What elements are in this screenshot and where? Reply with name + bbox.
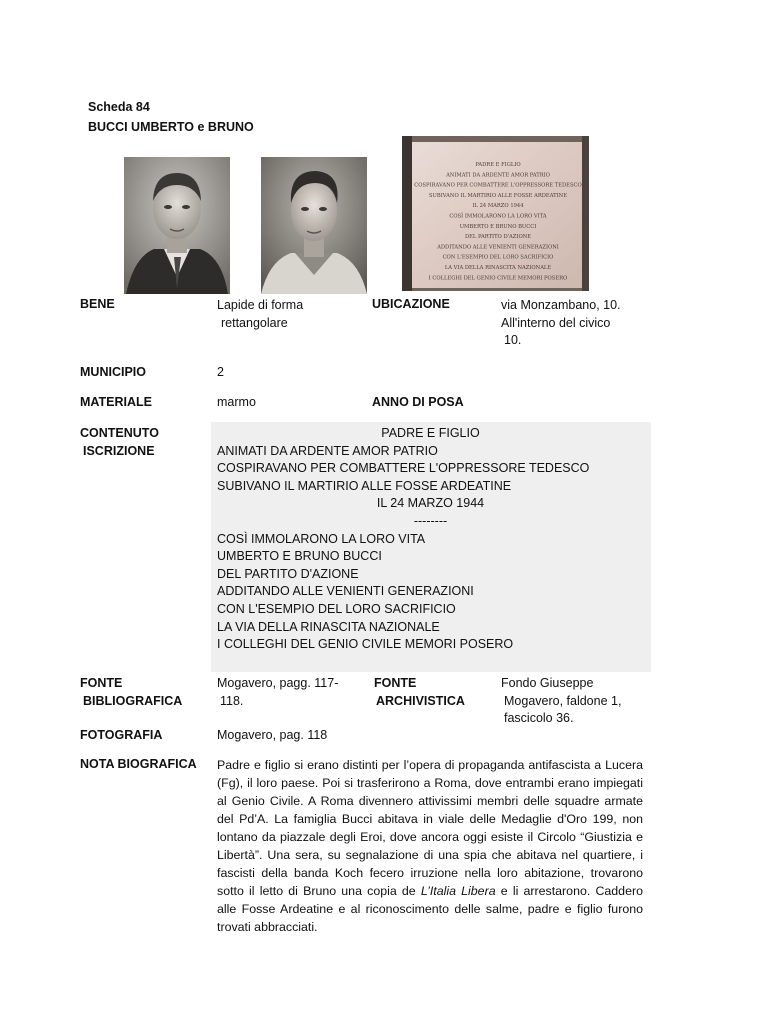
photo-plaque	[402, 136, 589, 291]
fonte-archivistica-value: Fondo Giuseppe Mogavero, faldone 1, fascicolo 36.	[501, 676, 622, 726]
biography-text: Padre e figlio si erano distinti per l’opera di propaganda antifascista a Lucera (Fg), il loro paese. Poi si trasferirono a Roma, dove entrambi erano impiegati al Genio Civile. A Roma divennero attivissimi membri delle squadre armate del Pd’A. La famiglia Bucci abitava in viale delle Medaglie d'Oro 199, non lontano da piazzale degli Eroi, dove ancora oggi esiste il Circolo “Giustizia e Libertà”. Una sera, su segnalazione di una spia che abitava nel quartiere, i fascisti della banda Koch fecero irruzione nella loro abitazione, trovarono sotto il letto di Bruno una copia de L’Italia Libera e li arrestarono. Caddero alle Fosse Ardeatine e al riconoscimento delle salme, padre e figlio furono trovati abbracciati.	[217, 758, 643, 934]
plaque-engraved-line: I COLLEGHI DEL GENIO CIVILE MEMORI POSERO	[428, 275, 568, 282]
plaque-engraved-line: COSÌ IMMOLARONO LA LORO VITA	[449, 213, 547, 220]
inscription-text: PADRE E FIGLIO ANIMATI DA ARDENTE AMOR PATRIO COSPIRAVANO PER COMBATTERE L'OPPRESSORE TEDESCO SUBIVANO IL MARTIRIO ALLE FOSSE ARDEATINE IL 24 MARZO 1944 -------- COSÌ IMMOLARONO LA LORO VITA UMBERTO E BRUNO BUCCI DEL PARTITO D'AZIONE ADDITANDO ALLE VENIENTI GENERAZIONI CON L'ESEMPIO DEL LORO SACRIFICIO LA VIA DELLA RINASCITA NAZIONALE I COLLEGHI DEL GENIO CIVILE MEMORI POSERO	[217, 426, 590, 652]
label-fonte-bibliografica: FONTE BIBLIOGRAFICA	[80, 676, 183, 708]
label-fotografia: FOTOGRAFIA	[80, 728, 163, 742]
photo-bruno	[261, 157, 367, 294]
plaque-engraved-line: PADRE E FIGLIO	[475, 162, 521, 168]
plaque-engraved-line: ADDITANDO ALLE VENIENTI GENERAZIONI	[437, 244, 559, 251]
label-anno-di-posa: ANNO DI POSA	[372, 395, 464, 409]
label-ubicazione: UBICAZIONE	[372, 297, 450, 311]
label-nota-biografica: NOTA BIOGRAFICA	[80, 757, 197, 771]
plaque-engraved-line: IL 24 MARZO 1944	[472, 203, 524, 210]
label-bene: BENE	[80, 297, 115, 311]
label-contenuto-iscrizione: CONTENUTO ISCRIZIONE	[80, 426, 159, 458]
ubicazione-value: via Monzambano, 10. All'interno del civico 10.	[501, 298, 621, 348]
municipio-value: 2	[217, 365, 224, 379]
label-materiale: MATERIALE	[80, 395, 152, 409]
plaque-engraved-line: CON L'ESEMPIO DEL LORO SACRIFICIO	[442, 254, 554, 261]
fotografia-value: Mogavero, pag. 118	[217, 728, 328, 742]
plaque-engraved-line: SUBIVANO IL MARTIRIO ALLE FOSSE ARDEATINE	[428, 192, 568, 199]
plaque-engraved-line: UMBERTO E BRUNO BUCCI	[459, 223, 537, 230]
page-title: BUCCI UMBERTO e BRUNO	[88, 120, 254, 134]
label-municipio: MUNICIPIO	[80, 365, 146, 379]
plaque-engraved-line: COSPIRAVANO PER COMBATTERE L'OPPRESSORE TEDESCO	[414, 182, 582, 189]
materiale-value: marmo	[217, 395, 256, 409]
plaque-engraved-line: ANIMATI DA ARDENTE AMOR PATRIO	[446, 172, 550, 179]
fonte-bibliografica-value: Mogavero, pagg. 117- 118.	[217, 676, 339, 708]
label-fonte-archivistica: FONTE ARCHIVISTICA	[374, 676, 465, 708]
photo-umberto	[124, 157, 230, 294]
bene-value: Lapide di forma rettangolare	[217, 298, 304, 330]
plaque-engraved-line: LA VIA DELLA RINASCITA NAZIONALE	[444, 265, 552, 271]
scheda-number: Scheda 84	[88, 100, 150, 114]
plaque-engraved-line: DEL PARTITO D'AZIONE	[464, 234, 532, 241]
